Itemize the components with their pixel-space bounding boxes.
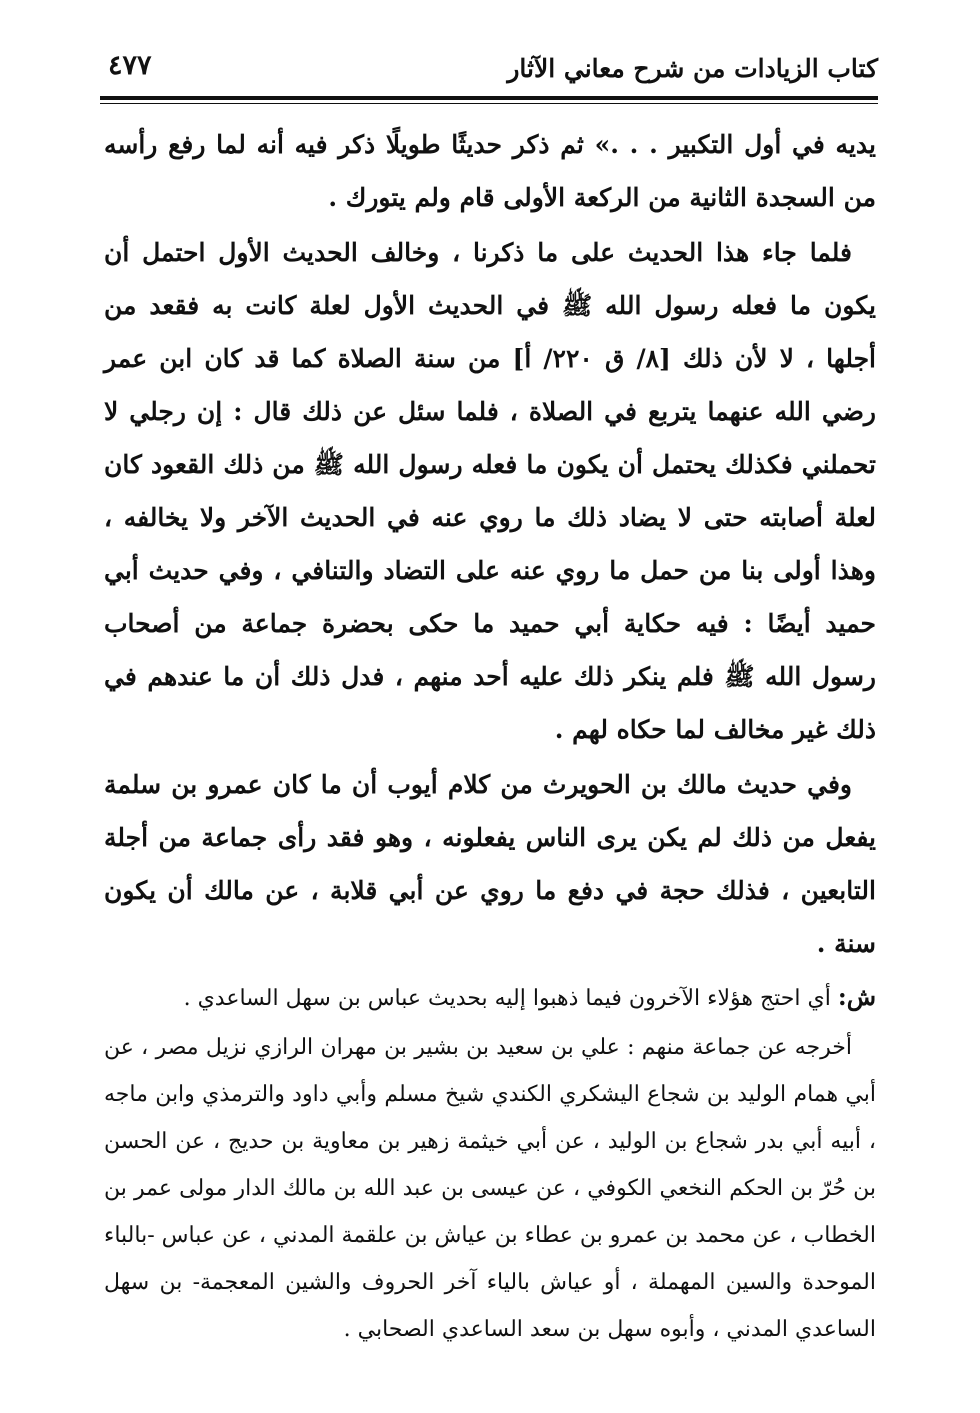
header-rule-thick xyxy=(100,96,878,100)
header-rule-thin xyxy=(100,103,878,104)
sharh-paragraph xyxy=(104,974,876,1022)
paragraph-5: أخرجه عن جماعة منهم : علي بن سعيد بن بشير بن مهران الرازي نزيل مصر ، عن أبي همام الوليد بن شجاع اليشكري الكندي شيخ مسلم وأبي داود والترمذي وابن ماجه ، أبيه أبي بدر شجاع بن الوليد ، عن أبي خيثمة زهير بن معاوية بن حديج ، عن الحسن بن حُرّ بن الحكم النخعي الكوفي ، عن عيسى بن عبد الله بن مالك الدار مولى عمر بن الخطاب ، عن محمد بن عمرو بن عطاء بن عياش بن علقمة المدني ، عن عباس -بالباء الموحدة والسين المهملة ، أو عياش بالياء آخر الحروف والشين المعجمة- بن سهل الساعدي المدني ، وأبوه سهل بن سعد الساعدي الصحابي . xyxy=(104,1035,876,1342)
paragraph-2: فلما جاء هذا الحديث على ما ذكرنا ، وخالف الحديث الأول احتمل أن يكون ما فعله رسول الله ﷺ في الحديث الأول لعلة كانت به فقعد من أجلها ، لا لأن ذلك [٨/ ق ٢٢٠/ أ] من سنة الصلاة كما قد كان ابن عمر رضي الله عنهما يتربع في الصلاة ، فلما سئل عن ذلك قال : إن رجلي لا تحملني فكذلك يحتمل أن يكون ما فعله رسول الله ﷺ من ذلك القعود كان لعلة أصابته حتى لا يضاد ذلك ما روي عنه في الحديث الآخر ولا يخالفه ، وهذا أولى بنا من حمل ما روي عنه على التضاد والتنافي ، وفي حديث أبي حميد أيضًا : فيه حكاية أبي حميد ما حكى بحضرة جماعة من أصحاب رسول الله ﷺ فلم ينكر ذلك عليه أحد منهم ، فدل ذلك أن ما عندهم في ذلك غير مخالف لما حكاه لهم . xyxy=(104,238,877,744)
body-text xyxy=(104,118,876,1353)
paragraph-3: وفي حديث مالك بن الحويرث من كلام أيوب أن ما كان عمرو بن سلمة يفعل من ذلك لم يكن يرى الناس يفعلونه ، وهو فقد رأى جماعة من أجلة التابعين ، فذلك حجة في دفع ما روي عن أبي قلابة ، عن مالك أن يكون سنة . xyxy=(104,770,876,958)
page-header xyxy=(100,46,878,94)
page-number: ٤٧٧ xyxy=(108,50,152,81)
paragraph-1: يديه في أول التكبير . . .» ثم ذكر حديثًا طويلًا ذكر فيه أنه لما رفع رأسه من السجدة الثانية من الركعة الأولى قام ولم يتورك . xyxy=(104,130,876,212)
sharh-text: أي احتج هؤلاء الآخرون فيما ذهبوا إليه بحديث عباس بن سهل الساعدي . xyxy=(183,986,831,1011)
running-title: كتاب الزيادات من شرح معاني الآثار xyxy=(507,54,878,83)
sharh-label: ش: xyxy=(837,982,876,1011)
